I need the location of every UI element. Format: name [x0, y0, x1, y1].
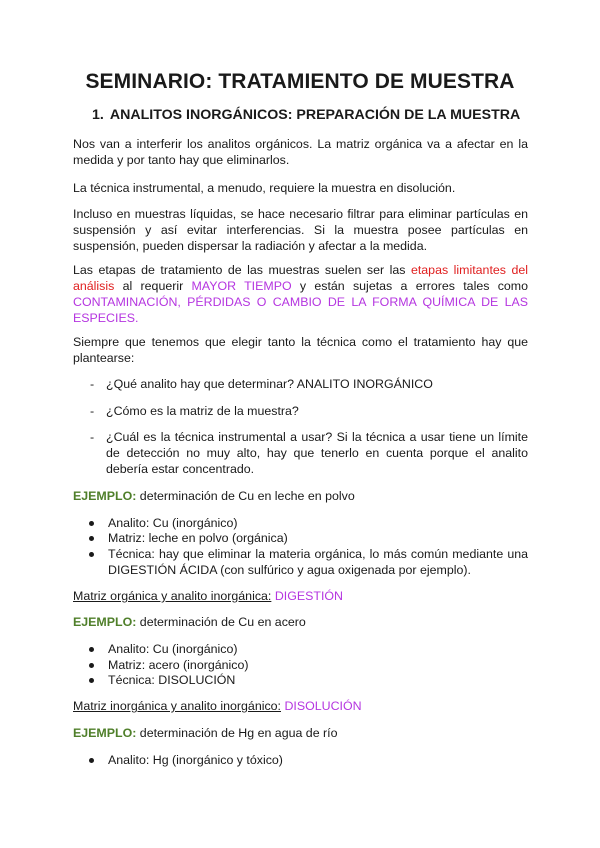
bullet-icon [89, 663, 94, 668]
section-number: 1. [92, 107, 104, 123]
section-heading-text: ANALITOS INORGÁNICOS: PREPARACIÓN DE LA MUESTRA [109, 107, 521, 123]
question-text: ¿Qué analito hay que determinar? ANALITO INORGÁNICO [106, 377, 433, 391]
bullet-icon [89, 758, 94, 763]
bullet-icon [89, 678, 94, 683]
bullet-icon [89, 536, 94, 541]
example-2-conclusion [73, 698, 528, 714]
example-1-heading [73, 488, 528, 504]
example-label: EJEMPLO: [73, 726, 137, 740]
paragraph-4-part-c: y están sujetas a errores tales como [291, 279, 528, 293]
list-item-text: Técnica: hay que eliminar la materia orgánica, lo más común mediante una DIGESTIÓN ÁCIDA (con sulfúrico y agua oxigenada por ejemplo). [108, 547, 528, 577]
paragraph-3: Incluso en muestras líquidas, se hace necesario filtrar para eliminar partículas en suspensión y así evitar interferencias. Si la muestra posee partículas en suspensión, pueden dispersar la radiación y afectar a la medida. [73, 207, 528, 253]
example-1-conclusion [73, 588, 528, 604]
list-item-text: Matriz: acero (inorgánico) [108, 658, 249, 672]
list-item-text: Técnica: DISOLUCIÓN [108, 673, 236, 687]
example-title: determinación de Cu en leche en polvo [139, 489, 355, 503]
dash-marker: - [90, 430, 95, 444]
highlight-more-time: MAYOR TIEMPO [191, 279, 292, 293]
paragraph-1: Nos van a interferir los analitos orgánicos. La matriz orgánica va a afectar en la medida y por tanto hay que eliminarlos. [73, 137, 528, 167]
question-text: ¿Cómo es la matriz de la muestra? [106, 404, 299, 418]
paragraph-4-part-a: Las etapas de tratamiento de las muestras suelen ser las [73, 263, 411, 277]
paragraph-4 [73, 262, 528, 326]
paragraph-2: La técnica instrumental, a menudo, requiere la muestra en disolución. [73, 181, 456, 195]
example-2-heading [73, 614, 528, 630]
bullet-icon [89, 521, 94, 526]
example-3-heading [73, 725, 528, 741]
list-item-text: Analito: Cu (inorgánico) [108, 642, 238, 656]
example-title: determinación de Hg en agua de río [139, 726, 338, 740]
paragraph-5: Siempre que tenemos que elegir tanto la técnica como el tratamiento hay que plantearse: [73, 335, 528, 365]
list-item-text: Analito: Hg (inorgánico y tóxico) [108, 753, 283, 767]
bullet-icon [89, 647, 94, 652]
example-label: EJEMPLO: [73, 615, 137, 629]
question-text: ¿Cuál es la técnica instrumental a usar? Si la técnica a usar tiene un límite de detección no muy alto, hay que tenerlo en cuenta porque el analito debería estar concentrado. [106, 430, 528, 476]
paragraph-4-part-b: al requerir [114, 279, 192, 293]
highlight-limiting-steps: etapas limitantes del análisis [73, 263, 528, 293]
highlight-errors: CONTAMINACIÓN, PÉRDIDAS O CAMBIO DE LA FORMA QUÍMICA DE LAS ESPECIES. [73, 295, 528, 325]
dash-marker: - [90, 404, 95, 418]
bullet-icon [89, 552, 94, 557]
conclusion-value: DIGESTIÓN [274, 589, 343, 603]
example-label: EJEMPLO: [73, 489, 137, 503]
conclusion-label: Matriz orgánica y analito inorgánica: [73, 589, 272, 603]
list-item-text: Matriz: leche en polvo (orgánica) [108, 531, 288, 545]
conclusion-label: Matriz inorgánica y analito inorgánico: [73, 699, 281, 713]
example-title: determinación de Cu en acero [139, 615, 306, 629]
section-heading [92, 107, 520, 123]
document-title: SEMINARIO: TRATAMIENTO DE MUESTRA [85, 70, 515, 93]
dash-marker: - [90, 377, 95, 391]
conclusion-value: DISOLUCIÓN [284, 699, 362, 713]
list-item-text: Analito: Cu (inorgánico) [108, 516, 238, 530]
